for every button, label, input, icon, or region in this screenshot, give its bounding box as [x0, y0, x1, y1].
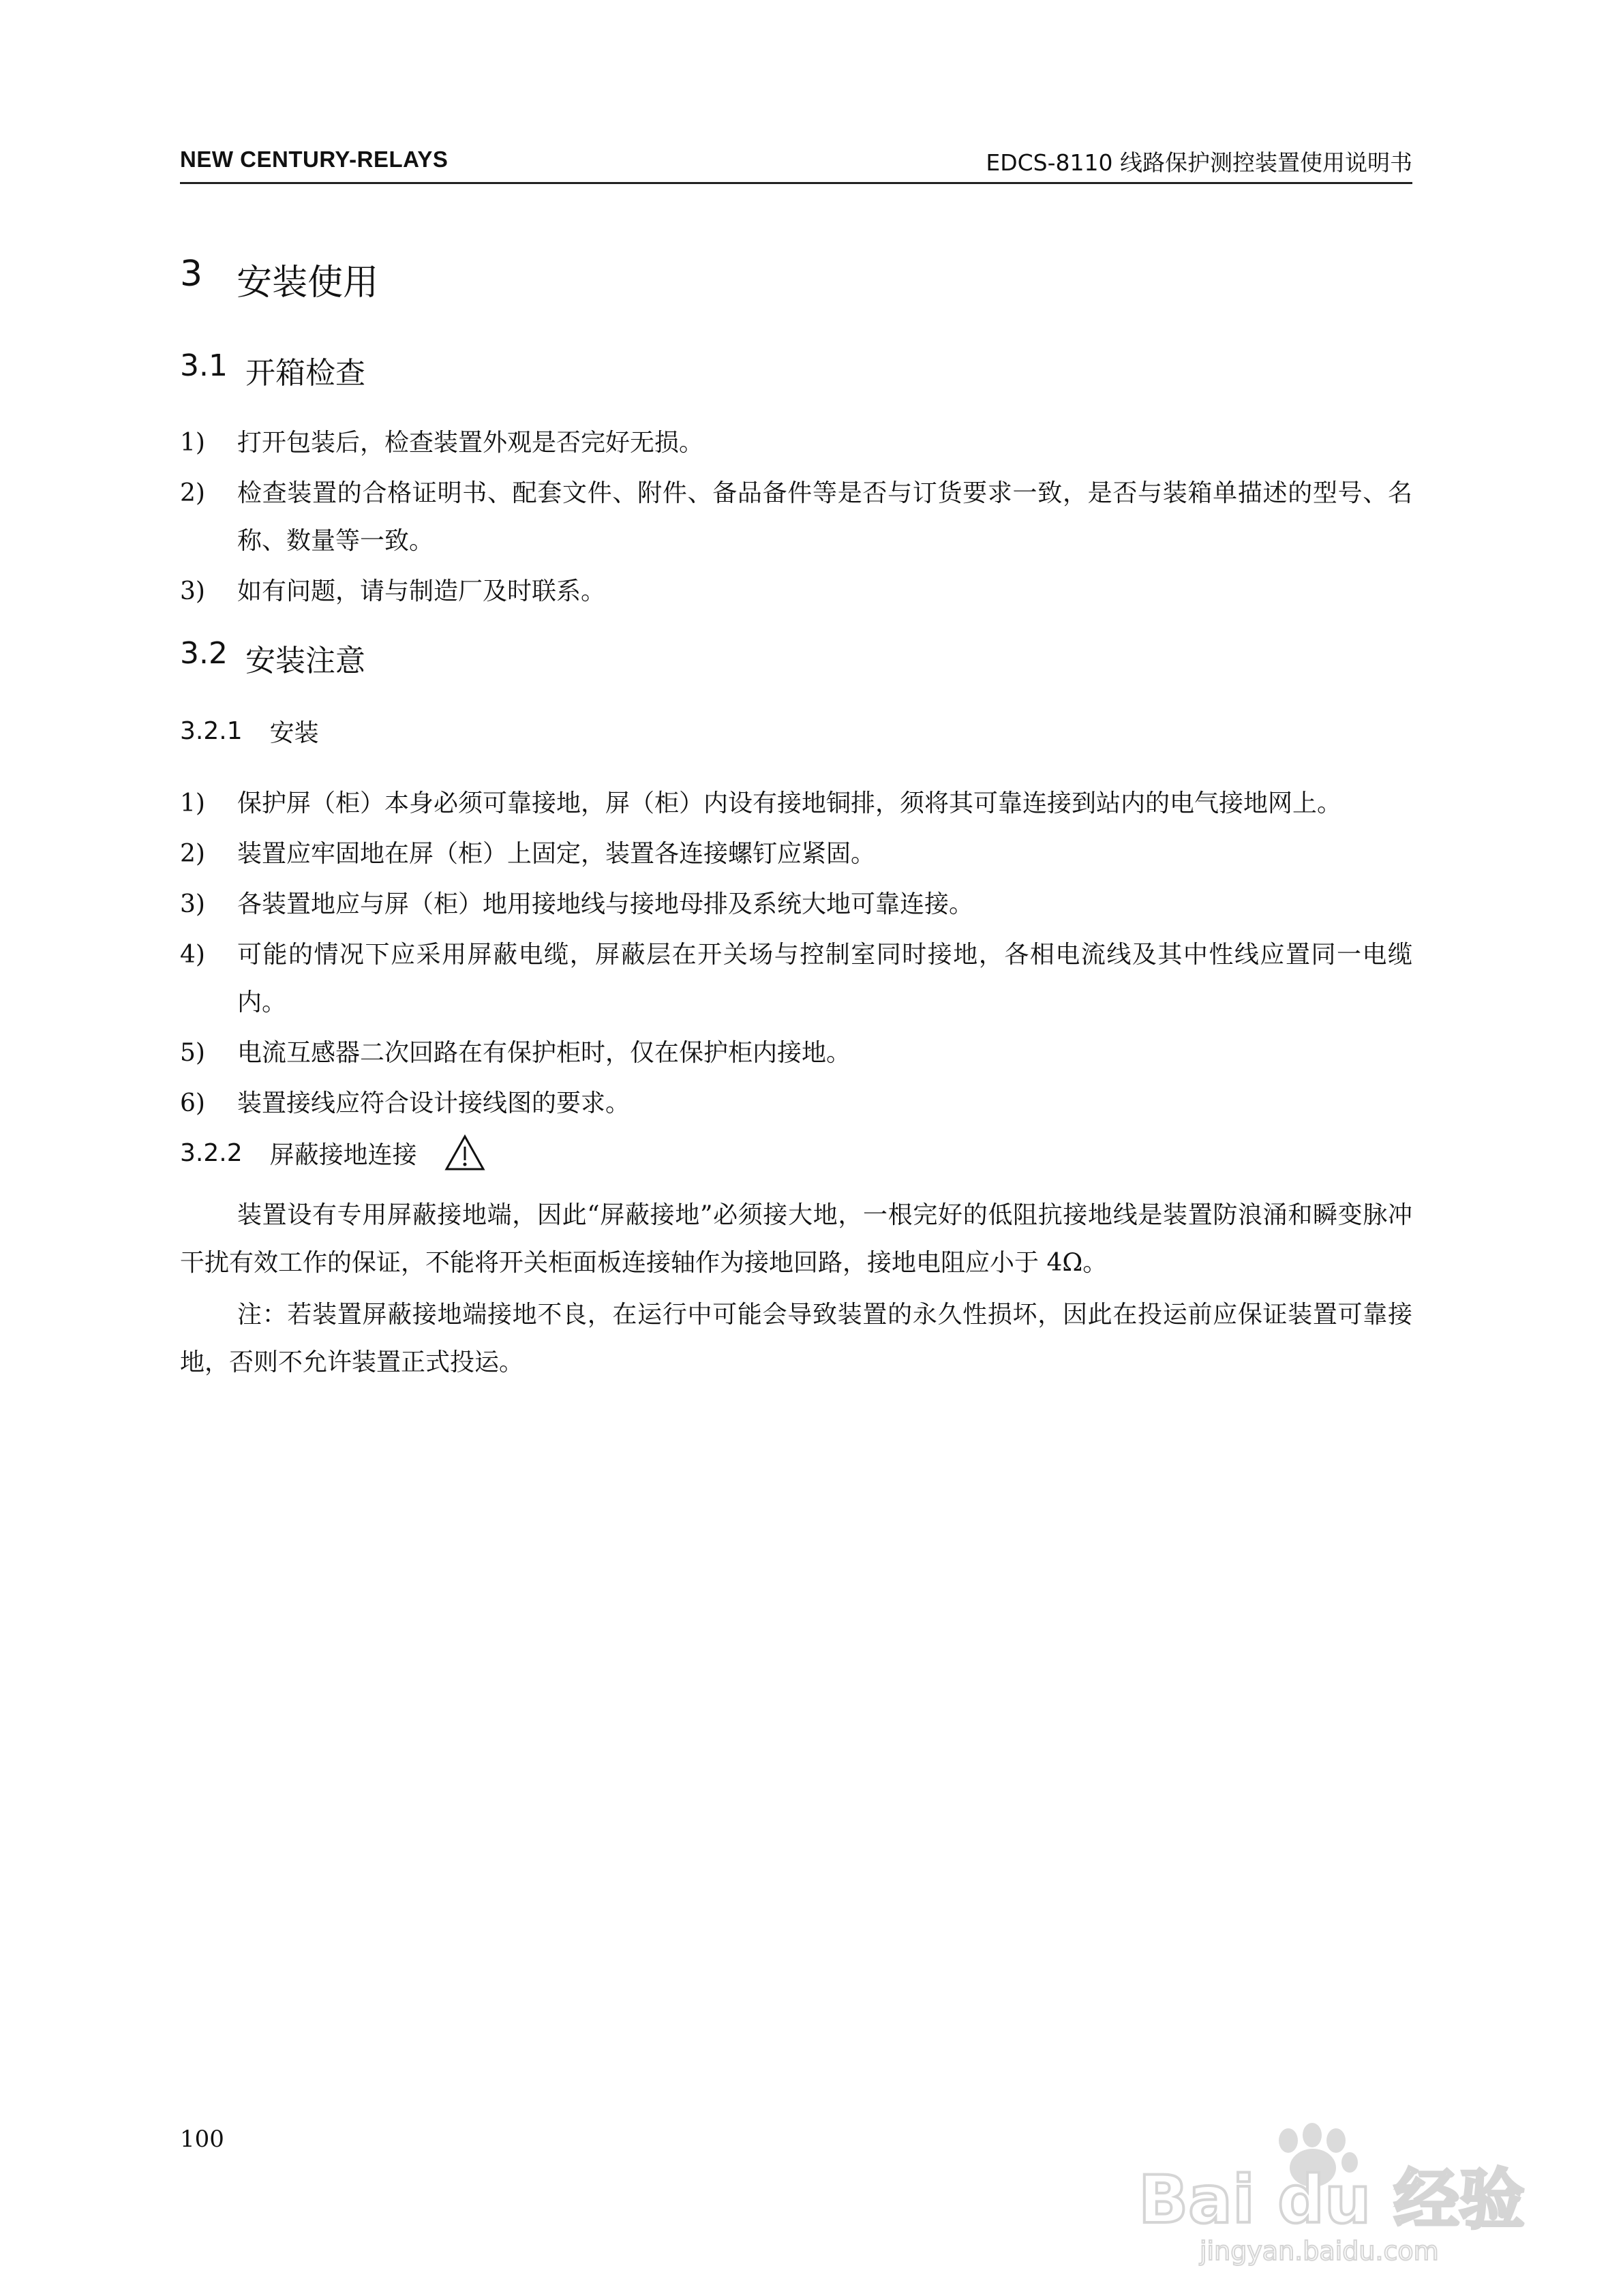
list-item	[180, 931, 1412, 1027]
section-number: 3.2	[180, 636, 228, 671]
list-item	[180, 780, 1412, 828]
unpacking-check-list	[180, 419, 1412, 616]
list-item	[180, 830, 1412, 878]
list-item-text: 保护屏（柜）本身必须可靠接地，屏（柜）内设有接地铜排，须将其可靠连接到站内的电气接地网上。	[237, 789, 1342, 817]
section-3-2-1-heading	[180, 714, 1412, 749]
list-item	[180, 568, 1412, 616]
section-3-1-heading	[180, 348, 1412, 392]
warning-triangle-icon	[444, 1134, 485, 1171]
list-item-number: 2)	[180, 840, 205, 868]
section-3-heading	[180, 254, 1412, 305]
note-paragraph: 注：若装置屏蔽接地端接地不良，在运行中可能会导致装置的永久性损坏，因此在投运前应保证装置可靠接地，否则不允许装置正式投运。	[180, 1301, 1412, 1376]
header-company: NEW CENTURY-RELAYS	[180, 147, 449, 172]
baidu-paw-icon	[1118, 2120, 1561, 2270]
list-item-text: 装置接线应符合设计接线图的要求。	[237, 1089, 631, 1117]
list-item-number: 3)	[180, 890, 205, 918]
list-item-text: 打开包装后，检查装置外观是否完好无损。	[237, 429, 704, 457]
list-item	[180, 881, 1412, 928]
list-item	[180, 419, 1412, 467]
list-item-number: 1)	[180, 429, 205, 457]
shield-grounding-paragraph: 装置设有专用屏蔽接地端，因此“屏蔽接地”必须接大地，一根完好的低阻抗接地线是装置防浪涌和瞬变脉冲干扰有效工作的保证，不能将开关柜面板连接轴作为接地回路，接地电阻应小于 4Ω。	[180, 1201, 1412, 1277]
section-number: 3.1	[180, 348, 228, 383]
list-item-number: 2)	[180, 479, 205, 507]
list-item-number: 5)	[180, 1039, 205, 1067]
section-number: 3.2.1	[180, 717, 243, 745]
watermark-logo-text: Bai du 经验	[1138, 2162, 1525, 2238]
list-item-text: 可能的情况下应采用屏蔽电缆，屏蔽层在开关场与控制室同时接地，各相电流线及其中性线应置同一电缆内。	[237, 941, 1412, 1016]
list-item-text: 电流互感器二次回路在有保护柜时，仅在保护柜内接地。	[237, 1039, 851, 1067]
section-3-2-2-heading	[180, 1134, 1412, 1171]
section-title: 屏蔽接地连接	[269, 1141, 417, 1169]
watermark-url-text: jingyan.baidu.com	[1200, 2236, 1439, 2266]
section-title: 安装	[269, 719, 319, 747]
header-document-title: EDCS-8110 线路保护测控装置使用说明书	[986, 149, 1412, 176]
section-number: 3.2.2	[180, 1138, 243, 1167]
page-header	[180, 140, 1412, 184]
list-item-text: 检查装置的合格证明书、配套文件、附件、备品备件等是否与订货要求一致，是否与装箱单描述的型号、名称、数量等一致。	[237, 479, 1412, 555]
document-body	[180, 239, 1412, 1391]
list-item	[180, 470, 1412, 565]
list-item	[180, 1080, 1412, 1128]
list-item-text: 如有问题，请与制造厂及时联系。	[237, 577, 606, 605]
list-item-text: 装置应牢固地在屏（柜）上固定，装置各连接螺钉应紧固。	[237, 840, 876, 868]
section-number: 3	[180, 254, 203, 294]
section-3-2-heading	[180, 636, 1412, 680]
section-title: 开箱检查	[245, 356, 365, 391]
list-item-number: 4)	[180, 941, 205, 969]
list-item	[180, 1029, 1412, 1077]
page-number: 100	[180, 2126, 224, 2153]
list-item-number: 3)	[180, 577, 205, 605]
section-title: 安装注意	[245, 644, 365, 678]
installation-list	[180, 780, 1412, 1128]
list-item-number: 6)	[180, 1089, 205, 1117]
list-item-text: 各装置地应与屏（柜）地用接地线与接地母排及系统大地可靠连接。	[237, 890, 974, 918]
baidu-jingyan-watermark	[1118, 2120, 1561, 2270]
list-item-number: 1)	[180, 789, 205, 817]
section-title: 安装使用	[237, 262, 379, 303]
